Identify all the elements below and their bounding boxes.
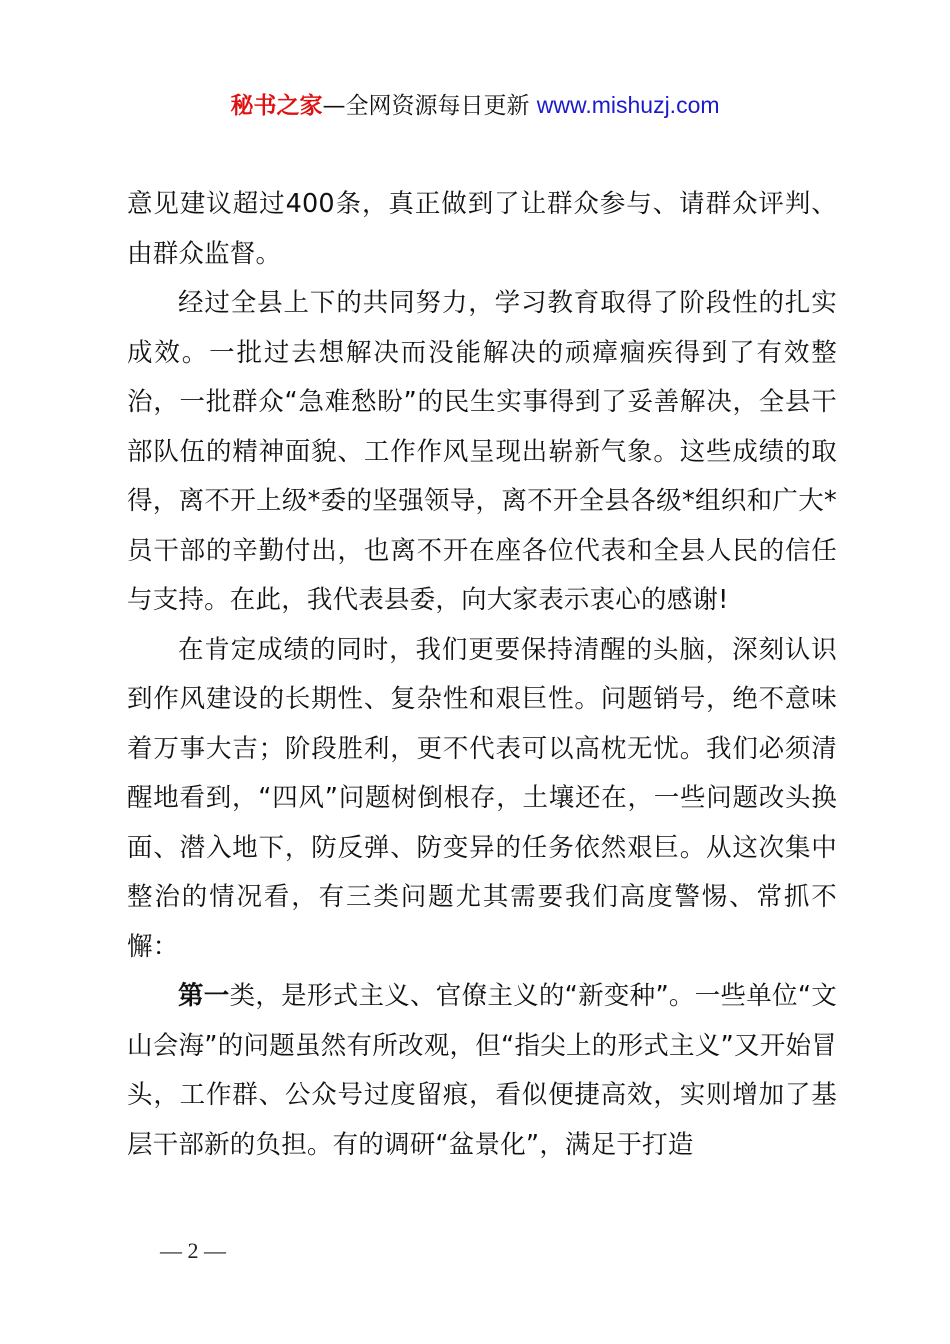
document-body xyxy=(127,180,837,1170)
header-brand: 秘书之家 xyxy=(230,93,323,119)
paragraph-continuation: 意见建议超过400条，真正做到了让群众参与、请群众评判、由群众监督。 xyxy=(127,189,837,269)
header-tagline: —全网资源每日更新 xyxy=(322,93,530,119)
paragraph-first-category xyxy=(127,972,837,1170)
document-header xyxy=(0,88,950,123)
paragraph-bold-lead: 第一 xyxy=(178,981,230,1011)
header-url: www.mishuzj.com xyxy=(536,92,720,118)
paragraph-awareness: 在肯定成绩的同时，我们更要保持清醒的头脑，深刻认识到作风建设的长期性、复杂性和艰巨性。问题销号，绝不意味着万事大吉；阶段胜利，更不代表可以高枕无忧。我们必须清醒地看到，“四风”问题树倒根存，土壤还在，一些问题改头换面、潜入地下，防反弹、防变异的任务依然艰巨。从这次集中整治的情况看，有三类问题尤其需要我们高度警惕、常抓不懈： xyxy=(127,634,837,962)
page-number: — 2 — xyxy=(160,1238,226,1263)
paragraph-achievements: 经过全县上下的共同努力，学习教育取得了阶段性的扎实成效。一批过去想解决而没能解决的顽瘴痼疾得到了有效整治，一批群众“急难愁盼”的民生实事得到了妥善解决，全县干部队伍的精神面貌、工作作风呈现出崭新气象。这些成绩的取得，离不开上级*委的坚强领导，离不开全县各级*组织和广大*员干部的辛勤付出，也离不开在座各位代表和全县人民的信任与支持。在此，我代表县委，向大家表示衷心的感谢! xyxy=(127,288,837,615)
paragraph-first-category-text: 类，是形式主义、官僚主义的“新变种”。一些单位“文山会海”的问题虽然有所改观，但“指尖上的形式主义”又开始冒头，工作群、公众号过度留痕，看似便捷高效，实则增加了基层干部新的负担。有的调研“盆景化”，满足于打造 xyxy=(127,981,837,1160)
